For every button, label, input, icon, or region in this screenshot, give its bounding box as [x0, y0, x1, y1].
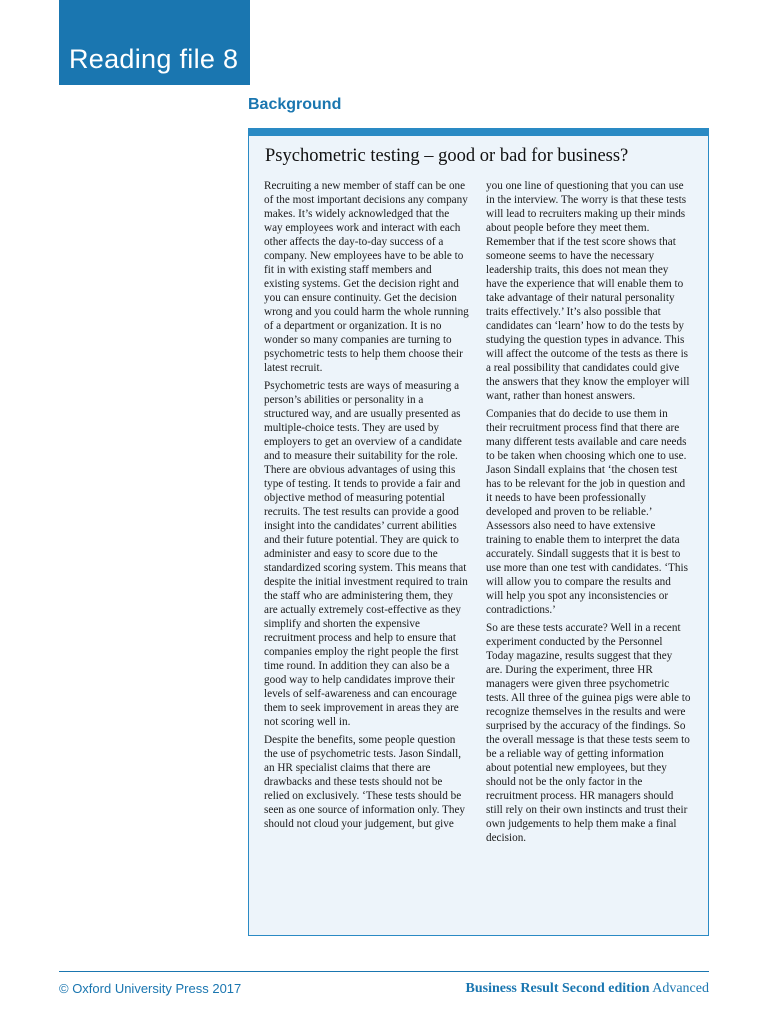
- article-panel: [248, 128, 709, 936]
- paragraph: Companies that do decide to use them in their recruitment process find that there are many different tests available and care needs to be taken when choosing which one to use. Jason Sindall explains that ‘the chosen test has to be relevant for the job in question and it needs to have been professionally developed and proven to be reliable.’ Assessors also need to have extensive training to enable them to interpret the data accurately. Sindall suggests that it is best to use more than one test with candidates. ‘This will allow you to compare the results and will help you spot any inconsistencies or contradictions.’: [486, 408, 688, 616]
- footer-divider: [59, 971, 709, 972]
- copyright-text: © Oxford University Press 2017: [59, 981, 242, 996]
- section-label: Background: [248, 96, 342, 113]
- paragraph: Recruiting a new member of staff can be one of the most important decisions any company makes. It’s widely acknowledged that the way employees work and interact with each other affects the day-to-day success of a company. New employees have to be able to fit in with existing staff members and existing systems. Get the decision right and you can ensure continuity. Get the decision wrong and you could harm the whole running of a department or organization. It is no wonder so many companies are turning to psychometric tests to help them choose their latest recruit.: [264, 180, 469, 374]
- paragraph: you one line of questioning that you can use in the interview. The worry is that these tests will lead to recruiters making up their minds about people before they meet them. Remember that if the test score shows that someone seems to have the necessary leadership traits, this does not mean they have the experience that will enable them to take advantage of their natural personality traits effectively.’ It’s also possible that candidates can ‘learn’ how to do the tests by studying the question types in advance. This will affect the outcome of the tests as there is a real possibility that candidates could give the answers that they know the employer will want, rather than honest answers.: [486, 180, 690, 402]
- article-title: Psychometric testing – good or bad for business?: [265, 146, 629, 166]
- book-title-name: Business Result Second edition: [465, 981, 650, 996]
- article-column-left: [264, 179, 469, 835]
- reading-file-header: [59, 0, 250, 85]
- page-title: Reading file 8: [69, 44, 239, 74]
- book-level: Advanced: [652, 981, 709, 996]
- paragraph: Despite the benefits, some people question the use of psychometric tests. Jason Sindall, an HR specialist claims that there are drawbacks and these tests should not be relied on exclusively. ‘These tests should be seen as one source of information only. They should not cloud your judgement, but give: [264, 734, 466, 830]
- paragraph: Psychometric tests are ways of measuring a person’s abilities or personality in a structured way, and are usually presented as multiple-choice tests. They are used by employers to get an overview of a candidate and to measure their suitability for the role. There are obvious advantages of using this type of testing. It tends to provide a fair and objective method of measuring potential recruits. The test results can provide a good insight into the candidates’ current abilities and their future potential. They are quick to administer and easy to score due to the standardized scoring system. This means that despite the initial investment required to train the staff who are administering them, they are actually extremely cost-effective as they simplify and shorten the expensive recruitment process and help to ensure that companies employ the right people the first time round. In addition they can also be a good way to help candidates improve their levels of self-awareness and can encourage them to seek improvement in areas they are not scoring well in.: [264, 380, 468, 728]
- paragraph: So are these tests accurate? Well in a recent experiment conducted by the Personnel Today magazine, results suggest that they are. During the experiment, three HR managers were given three psychometric tests. All three of the guinea pigs were able to recognize themselves in the results and were surprised by the accuracy of the findings. So the overall message is that these tests seem to be a reliable way of getting information about potential new employees, but they should not be the only factor in the recruitment process. HR managers should still rely on their own instincts and trust their own judgements to help them make a final decision.: [486, 622, 691, 844]
- article-column-right: [486, 179, 691, 849]
- book-title: [466, 981, 709, 997]
